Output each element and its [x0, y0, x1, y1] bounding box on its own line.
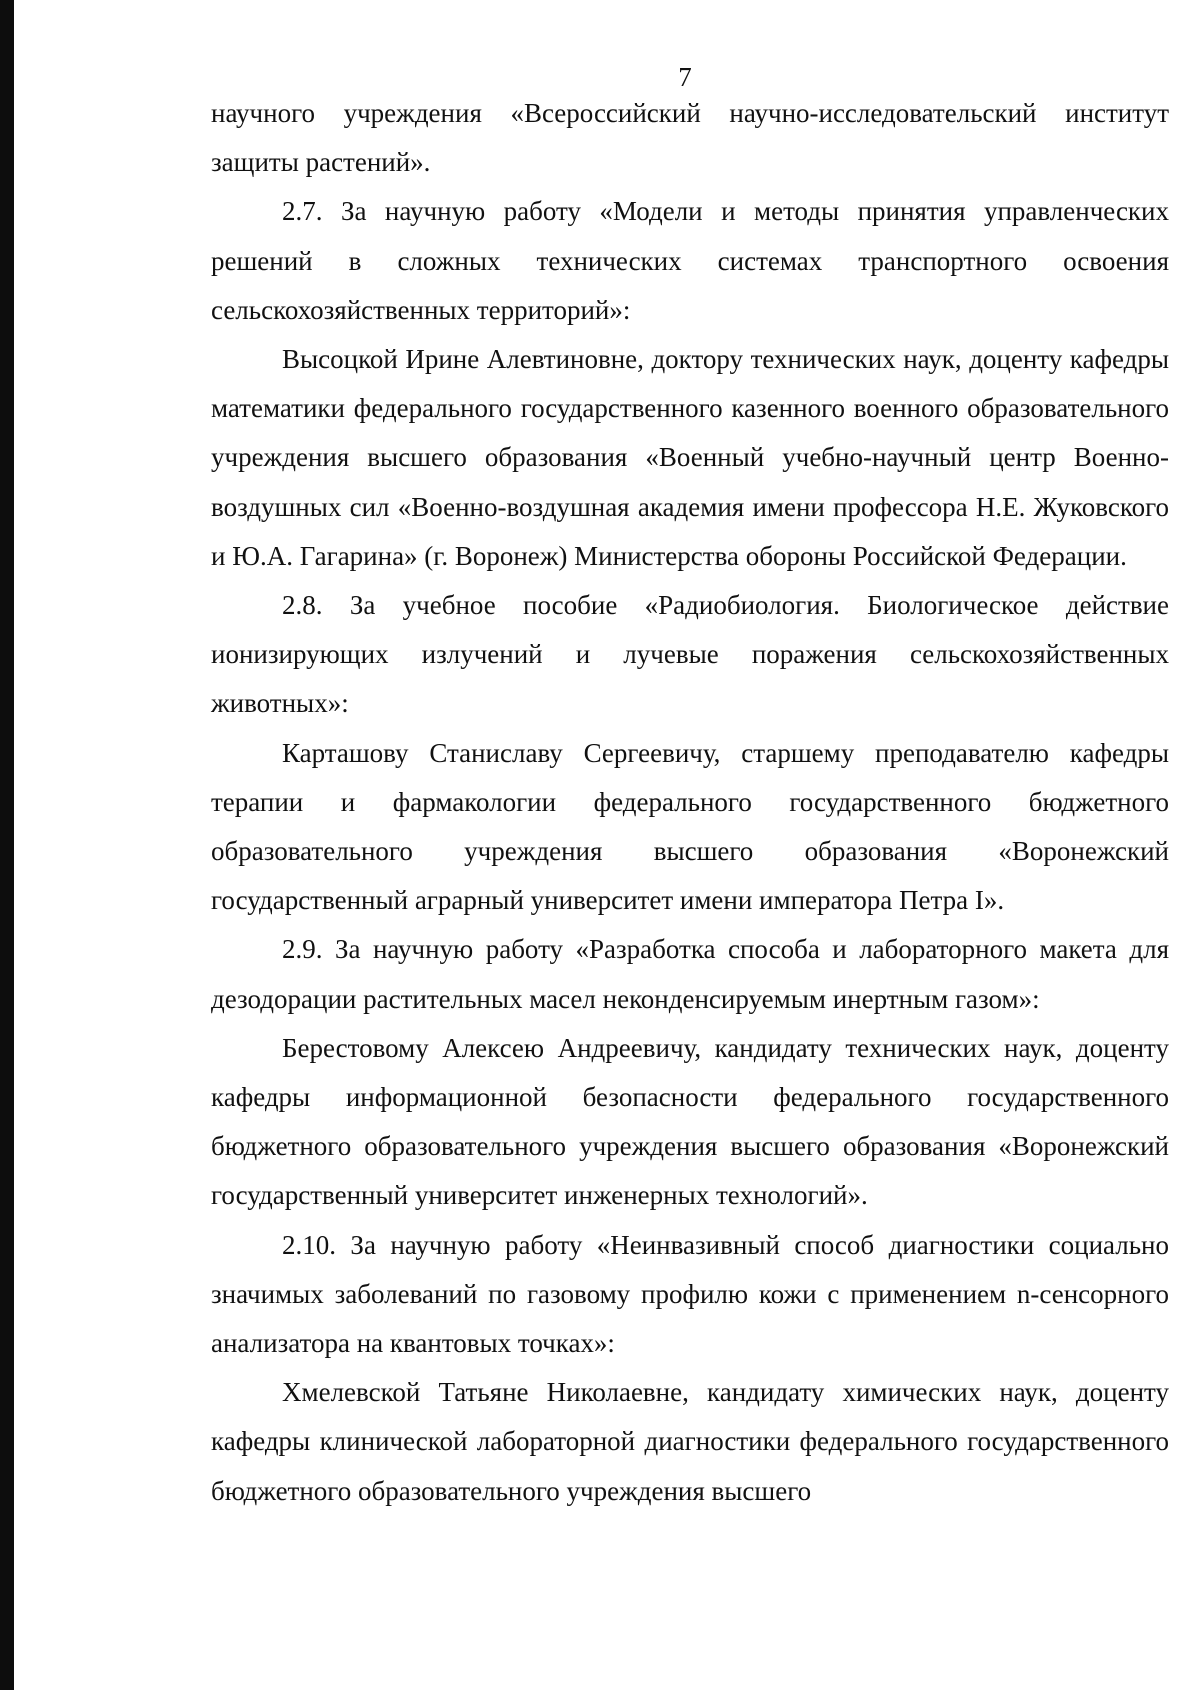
document-body	[211, 89, 1169, 1516]
page-number: 7	[678, 62, 692, 92]
paragraph-item-2-9: 2.9. За научную работу «Разработка способа и лабораторного макета для дезодорации растительных масел неконденсируемым инертным газом»:	[211, 934, 1169, 1014]
paragraph-continuation: научного учреждения «Всероссийский научно-исследовательский институт защиты растений».	[211, 98, 1169, 178]
paragraph-awardee-2-8: Карташову Станиславу Сергеевичу, старшему преподавателю кафедры терапии и фармакологии федерального государственного бюджетного образовательного учреждения высшего образования «Воронежский государственный аграрный университет имени императора Петра I».	[211, 737, 1169, 916]
paragraph-item-2-10: 2.10. За научную работу «Неинвазивный способ диагностики социально значимых заболеваний по газовому профилю кожи с применением n-сенсорного анализатора на квантовых точках»:	[211, 1229, 1169, 1359]
paragraph-awardee-2-7: Высоцкой Ирине Алевтиновне, доктору технических наук, доценту кафедры математики федерального государственного казенного военного образовательного учреждения высшего образования «Военный учебно-научный центр Военно-воздушных сил «Военно-воздушная академия имени профессора Н.Е. Жуковского и Ю.А. Гагарина» (г. Воронеж) Министерства обороны Российской Федерации.	[211, 344, 1169, 571]
scan-left-edge	[0, 0, 14, 1690]
paragraph-awardee-2-10: Хмелевской Татьяне Николаевне, кандидату химических наук, доценту кафедры клинической лабораторной диагностики федерального государственного бюджетного образовательного учреждения высшего	[211, 1377, 1169, 1506]
paragraph-item-2-7: 2.7. За научную работу «Модели и методы принятия управленческих решений в сложных технических системах транспортного освоения сельскохозяйственных территорий»:	[211, 196, 1169, 325]
paragraph-item-2-8: 2.8. За учебное пособие «Радиобиология. Биологическое действие ионизирующих излучений и лучевые поражения сельскохозяйственных животных»:	[211, 590, 1169, 719]
paragraph-awardee-2-9: Берестовому Алексею Андреевичу, кандидату технических наук, доценту кафедры информационной безопасности федерального государственного бюджетного образовательного учреждения высшего образования «Воронежский государственный университет инженерных технологий».	[211, 1032, 1169, 1211]
